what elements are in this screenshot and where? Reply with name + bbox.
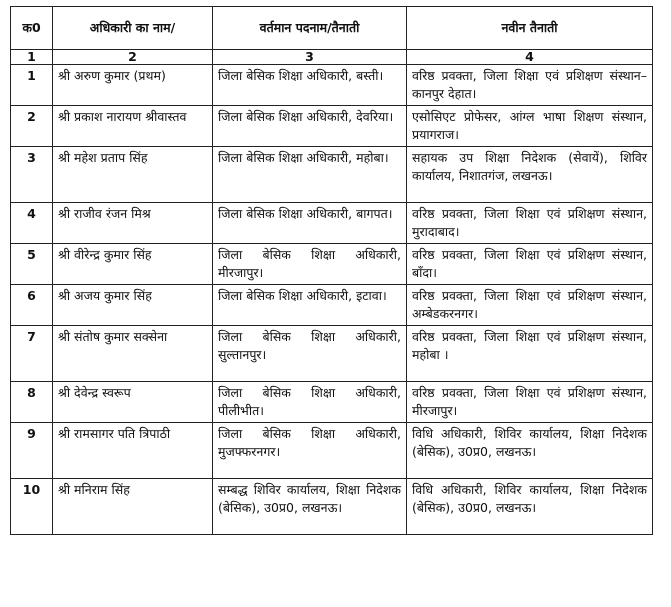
current-posting-cell: जिला बेसिक शिक्षा अधिकारी, बस्ती। [213,65,407,106]
officer-name-cell: श्री रामसागर पति त्रिपाठी [53,423,213,479]
table-row [11,423,653,479]
current-posting-cell: जिला बेसिक शिक्षा अधिकारी, पीलीभीत। [213,382,407,423]
column-number: 2 [53,50,213,65]
header-current-posting: वर्तमान पदनाम/तैनाती [213,7,407,50]
new-posting-cell: वरिष्ठ प्रवक्ता, जिला शिक्षा एवं प्रशिक्षण संस्थान, बाँदा। [407,244,653,285]
serial-number-cell: 3 [11,147,53,203]
table-row [11,65,653,106]
serial-number-cell: 7 [11,326,53,382]
transfer-table [10,6,653,535]
header-new-posting: नवीन तैनाती [407,7,653,50]
table-row [11,479,653,535]
current-posting-cell: जिला बेसिक शिक्षा अधिकारी, मुजफ्फरनगर। [213,423,407,479]
officer-name-cell: श्री प्रकाश नारायण श्रीवास्तव [53,106,213,147]
new-posting-cell: एसोसिएट प्रोफेसर, आंग्ल भाषा शिक्षण संस्थान, प्रयागराज। [407,106,653,147]
officer-name-cell: श्री संतोष कुमार सक्सेना [53,326,213,382]
serial-number-cell: 6 [11,285,53,326]
new-posting-cell: वरिष्ठ प्रवक्ता, जिला शिक्षा एवं प्रशिक्षण संस्थान, मुरादाबाद। [407,203,653,244]
serial-number-cell: 4 [11,203,53,244]
new-posting-cell: विधि अधिकारी, शिविर कार्यालय, शिक्षा निदेशक (बेसिक), उ0प्र0, लखनऊ। [407,423,653,479]
column-number: 3 [213,50,407,65]
officer-name-cell: श्री वीरेन्द्र कुमार सिंह [53,244,213,285]
current-posting-cell: जिला बेसिक शिक्षा अधिकारी, मीरजापुर। [213,244,407,285]
current-posting-cell: जिला बेसिक शिक्षा अधिकारी, सुल्तानपुर। [213,326,407,382]
serial-number-cell: 5 [11,244,53,285]
table-row [11,244,653,285]
column-number: 4 [407,50,653,65]
header-row [11,7,653,50]
officer-name-cell: श्री देवेन्द्र स्वरूप [53,382,213,423]
officer-name-cell: श्री अरुण कुमार (प्रथम) [53,65,213,106]
serial-number-cell: 8 [11,382,53,423]
current-posting-cell: जिला बेसिक शिक्षा अधिकारी, देवरिया। [213,106,407,147]
current-posting-cell: जिला बेसिक शिक्षा अधिकारी, महोबा। [213,147,407,203]
new-posting-cell: सहायक उप शिक्षा निदेशक (सेवायें), शिविर कार्यालय, निशातगंज, लखनऊ। [407,147,653,203]
table-row [11,326,653,382]
serial-number-cell: 10 [11,479,53,535]
new-posting-cell: वरिष्ठ प्रवक्ता, जिला शिक्षा एवं प्रशिक्षण संस्थान, मीरजापुर। [407,382,653,423]
table-row [11,147,653,203]
officer-name-cell: श्री अजय कुमार सिंह [53,285,213,326]
column-number-row [11,50,653,65]
new-posting-cell: विधि अधिकारी, शिविर कार्यालय, शिक्षा निदेशक (बेसिक), उ0प्र0, लखनऊ। [407,479,653,535]
serial-number-cell: 2 [11,106,53,147]
table-body [11,65,653,535]
table-row [11,285,653,326]
current-posting-cell: जिला बेसिक शिक्षा अधिकारी, बागपत। [213,203,407,244]
column-number: 1 [11,50,53,65]
new-posting-cell: वरिष्ठ प्रवक्ता, जिला शिक्षा एवं प्रशिक्षण संस्थान–कानपुर देहात। [407,65,653,106]
table-row [11,382,653,423]
header-officer-name: अधिकारी का नाम/ [53,7,213,50]
current-posting-cell: सम्बद्ध शिविर कार्यालय, शिक्षा निदेशक (बेसिक), उ0प्र0, लखनऊ। [213,479,407,535]
officer-name-cell: श्री मनिराम सिंह [53,479,213,535]
serial-number-cell: 9 [11,423,53,479]
officer-name-cell: श्री महेश प्रताप सिंह [53,147,213,203]
new-posting-cell: वरिष्ठ प्रवक्ता, जिला शिक्षा एवं प्रशिक्षण संस्थान, अम्बेडकरनगर। [407,285,653,326]
header-serial: क0 [11,7,53,50]
current-posting-cell: जिला बेसिक शिक्षा अधिकारी, इटावा। [213,285,407,326]
serial-number-cell: 1 [11,65,53,106]
officer-name-cell: श्री राजीव रंजन मिश्र [53,203,213,244]
table-row [11,203,653,244]
table-row [11,106,653,147]
new-posting-cell: वरिष्ठ प्रवक्ता, जिला शिक्षा एवं प्रशिक्षण संस्थान, महोबा । [407,326,653,382]
